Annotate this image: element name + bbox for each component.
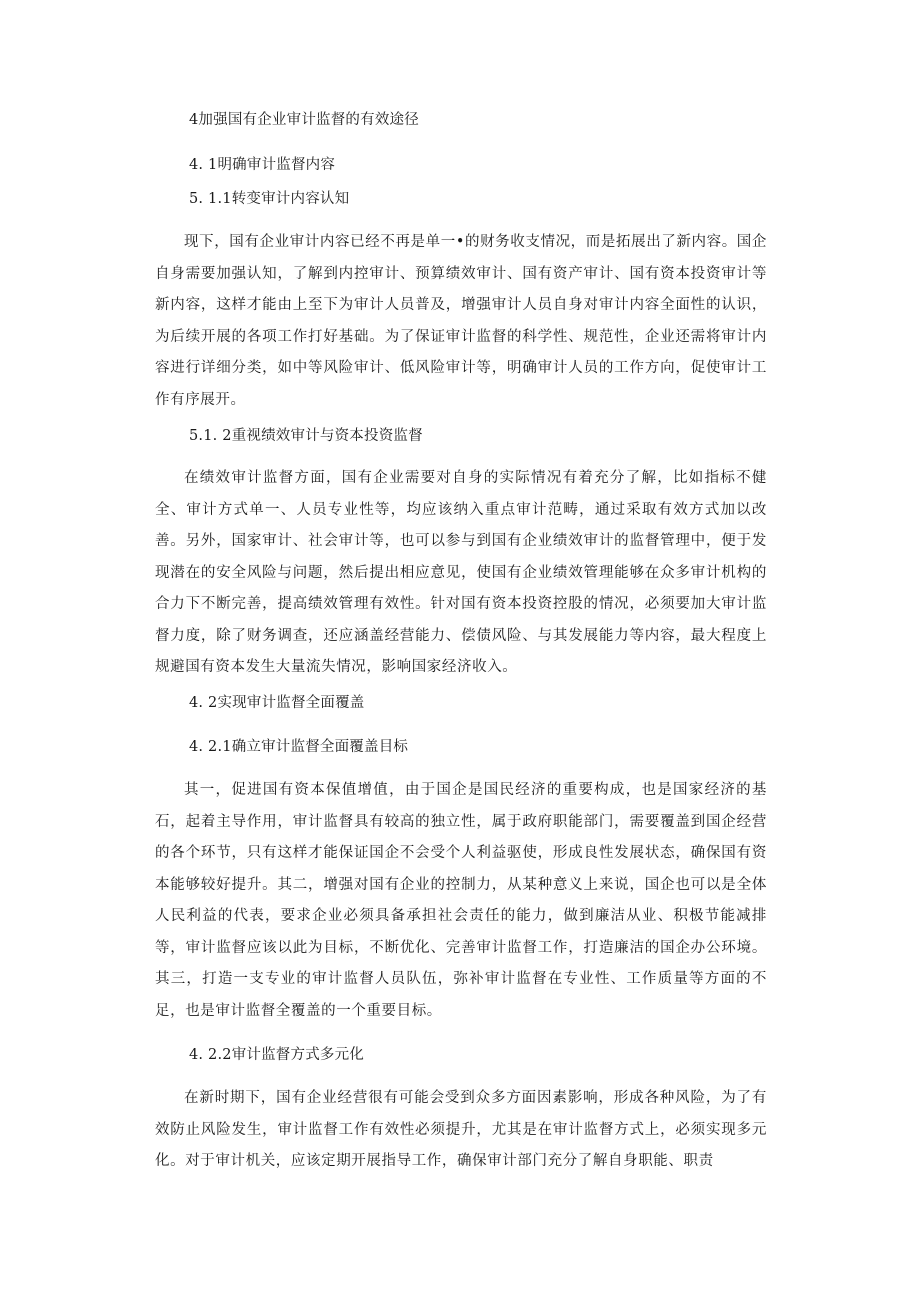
body-paragraph: 其一，促进国有资本保值增值，由于国企是国民经济的重要构成，也是国家经济的基石，起着主导作用，审计监督具有较高的独立性，属于政府职能部门，需要覆盖到国企经营的各个环节，只有这样才能保证国企不会受个人利益驱使，形成良性发展状态，确保国有资本能够较好提升。其二，增强对国有企业的控制力，从某种意义上来说，国企也可以是全体人民利益的代表，要求企业必须具备承担社会责任的能力，做到廉洁从业、积极节能减排等，审计监督应该以此为目标，不断优化、完善审计监督工作，打造廉洁的国企办公环境。其三，打造一支专业的审计监督人员队伍，弥补审计监督在专业性、工作质量等方面的不足，也是审计监督全覆盖的一个重要目标。: [155, 782, 767, 1019]
subsection-heading: 4. 1明确审计监督内容: [189, 157, 336, 173]
subsubsection-heading: 5.1. 2重视绩效审计与资本投资监督: [189, 428, 423, 444]
subsubsection-heading: 4. 2.1确立审计监督全面覆盖目标: [189, 739, 409, 755]
body-paragraph: 现下，国有企业审计内容已经不再是单一•的财务收支情况，而是拓展出了新内容。国企自身需要加强认知，了解到内控审计、预算绩效审计、国有资产审计、国有资本投资审计等新内容，这样才能由上至下为审计人员普及，增强审计人员自身对审计内容全面性的认识，为后续开展的各项工作打好基础。为了保证审计监督的科学性、规范性，企业还需将审计内容进行详细分类，如中等风险审计、低风险审计等，明确审计人员的工作方向，促使审计工作有序展开。: [155, 234, 767, 408]
body-paragraph: 在绩效审计监督方面，国有企业需要对自身的实际情况有着充分了解，比如指标不健全、审计方式单一、人员专业性等，均应该纳入重点审计范畴，通过采取有效方式加以改善。另外，国家审计、社会审计等，也可以参与到国有企业绩效审计的监督管理中，便于发现潜在的安全风险与问题，然后提出相应意见，使国有企业绩效管理能够在众多审计机构的合力下不断完善，提高绩效管理有效性。针对国有资本投资控股的情况，必须要加大审计监督力度，除了财务调查，还应涵盖经营能力、偿债风险、与其发展能力等内容，最大程度上规避国有资本发生大量流失情况，影响国家经济收入。: [155, 470, 767, 675]
section-heading: 4加强国有企业审计监督的有效途径: [189, 112, 419, 128]
body-paragraph: 在新时期下，国有企业经营很有可能会受到众多方面因素影响，形成各种风险，为了有效防止风险发生，审计监督工作有效性必须提升，尤其是在审计监督方式上，必须实现多元化。对于审计机关，应该定期开展指导工作，确保审计部门充分了解自身职能、职责: [155, 1090, 767, 1169]
subsubsection-heading: 4. 2.2审计监督方式多元化: [189, 1047, 365, 1063]
subsection-heading: 4. 2实现审计监督全面覆盖: [189, 695, 365, 711]
subsubsection-heading: 5. 1.1转变审计内容认知: [189, 191, 350, 207]
